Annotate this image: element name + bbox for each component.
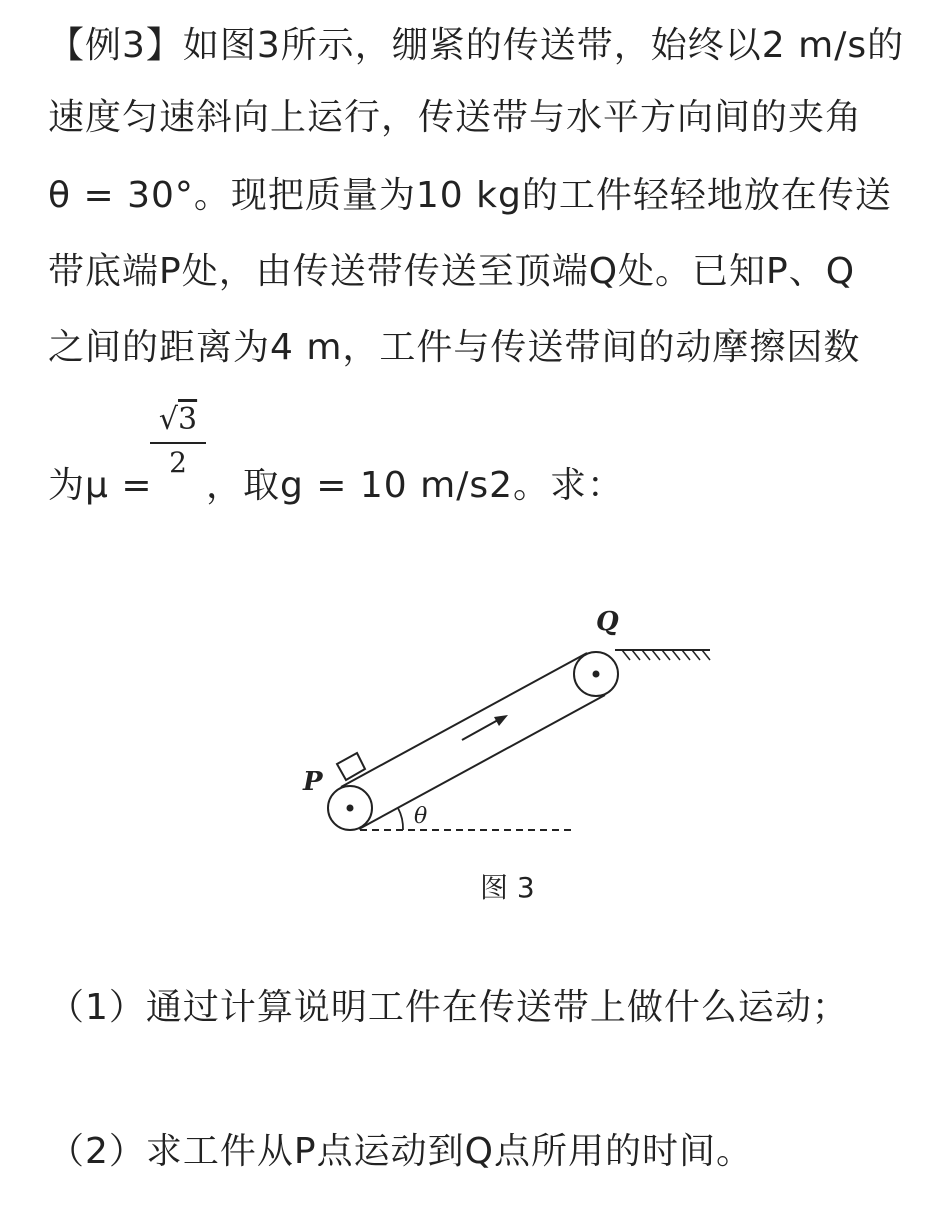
angle-arc — [398, 808, 403, 830]
label-theta: θ — [414, 804, 428, 829]
mu-suffix: ，取g = 10 m/s2。求： — [206, 465, 625, 506]
belt-bottom-edge — [359, 695, 605, 829]
question-2: （2）求工件从P点运动到Q点所用的时间。 — [48, 1131, 753, 1172]
problem-line-5: 之间的距离为4 m，工件与传送带间的动摩擦因数 — [48, 327, 861, 368]
problem-line-4: 带底端P处，由传送带传送至顶端Q处。已知P、Q — [48, 251, 856, 292]
belt-direction-arrow — [462, 720, 498, 740]
problem-line-3: θ = 30°。现把质量为10 kg的工件轻轻地放在传送 — [48, 175, 892, 216]
fraction-bar — [150, 442, 206, 444]
mu-denominator: 2 — [169, 446, 187, 479]
figure-caption: 图 3 — [480, 871, 535, 904]
question-1: （1）通过计算说明工件在传送带上做什么运动； — [48, 987, 849, 1028]
top-pulley-axle — [593, 671, 600, 678]
ground-hatching — [622, 650, 710, 660]
mu-numerator: √3 — [158, 402, 198, 437]
problem-line-2: 速度匀速斜向上运行，传送带与水平方向间的夹角 — [48, 97, 863, 138]
label-q: Q — [596, 607, 619, 637]
mu-prefix: 为μ = — [48, 465, 153, 506]
problem-line-1: 【例3】如图3所示，绷紧的传送带，始终以2 m/s的 — [48, 25, 905, 66]
mu-fraction — [150, 402, 206, 478]
belt-top-edge — [341, 653, 587, 787]
arrow-head — [494, 715, 508, 726]
bottom-pulley-axle — [347, 805, 354, 812]
conveyor-belt-figure — [300, 598, 720, 853]
label-p: P — [303, 767, 323, 797]
